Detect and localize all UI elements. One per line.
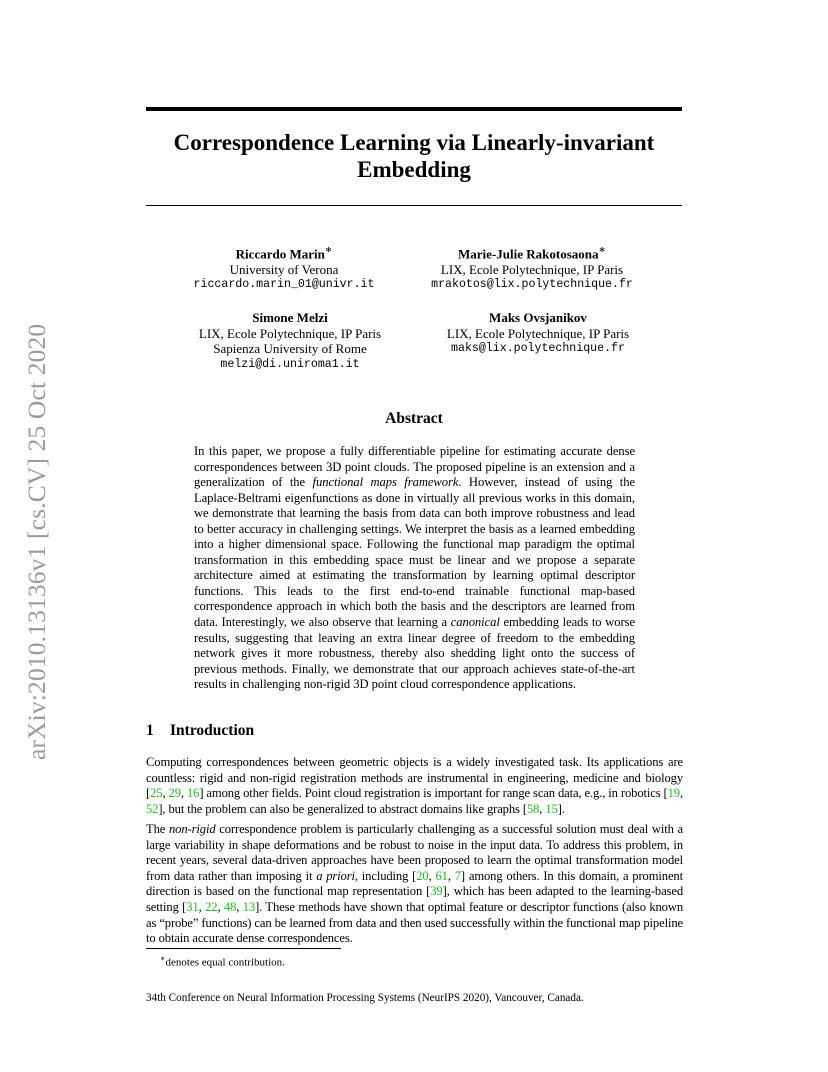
- citation-link[interactable]: 20: [416, 868, 429, 883]
- section-heading-introduction: [146, 722, 682, 740]
- citation-link[interactable]: 19: [667, 786, 680, 801]
- section-title: Introduction: [170, 722, 255, 739]
- citation-link[interactable]: 31: [186, 899, 199, 914]
- citation-link[interactable]: 29: [168, 786, 181, 801]
- author-name: Marie-Julie Rakotosaona∗: [458, 244, 606, 262]
- author-affiliation: LIX, Ecole Polytechnique, IP Paris: [198, 325, 382, 341]
- author-affiliation: LIX, Ecole Polytechnique, IP Paris: [440, 261, 624, 277]
- citation-link[interactable]: 48: [223, 899, 237, 914]
- citation-link[interactable]: 22: [205, 899, 218, 914]
- citation-link[interactable]: 58: [526, 801, 540, 816]
- author-affiliation: University of Verona: [229, 261, 339, 277]
- paper-title: [146, 129, 682, 183]
- footnote: [160, 952, 285, 970]
- citation-link[interactable]: 52: [146, 801, 159, 816]
- author-affiliation: LIX, Ecole Polytechnique, IP Paris: [446, 325, 630, 341]
- section-number: 1: [146, 722, 154, 739]
- title-top-rule: [146, 107, 682, 111]
- title-line-2: Embedding: [357, 157, 471, 182]
- author-affiliation: Sapienza University of Rome: [213, 341, 367, 356]
- conference-footer: 34th Conference on Neural Information Processing Systems (NeurIPS 2020), Vancouver, Canada.: [146, 992, 584, 1004]
- author-email[interactable]: melzi@di.uniroma1.it: [220, 357, 360, 371]
- footnote-mark: ∗: [160, 954, 166, 963]
- citation-link[interactable]: 7: [454, 868, 461, 883]
- author-block-ovsjanikov: [388, 310, 688, 357]
- intro-paragraph-2: The non-rigid correspondence problem is particularly challenging as a successful solution must deal with a large variability in shape deformations and be robust to noise in the input data. To address this problem, in recent years, several data-driven approaches have been proposed to learn the optimal transformation model from data rather than imposing it a priori, including [20, 61, 7] among others. In this domain, a prominent direction is based on the functional map representation [39], which has been adapted to the learning-based setting [31, 22, 48, 13]. These methods have shown that optimal feature or descriptor functions (also known as “probe” functions) can be learned from data and then used successfully within the functional map pipeline to obtain accurate dense correspondences.: [146, 822, 684, 946]
- author-name: Maks Ovsjanikov: [489, 310, 587, 325]
- author-email[interactable]: maks@lix.polytechnique.fr: [451, 342, 625, 355]
- intro-paragraph-1: Computing correspondences between geometric objects is a widely investigated task. Its applications are countless: rigid and non-rigid registration methods are instrumental in engineering, medicine and biology [25, 29, 16] among other fields. Point cloud registration is important for range scan data, e.g., in robotics [19, 52], but the problem can also be generalized to abstract domains like graphs [58, 15].: [146, 755, 684, 816]
- citation-link[interactable]: 15: [545, 801, 558, 816]
- author-email[interactable]: riccardo.marin_01@univr.it: [193, 278, 375, 292]
- citation-link[interactable]: 61: [435, 868, 448, 883]
- citation-link[interactable]: 25: [150, 786, 163, 801]
- abstract-text: In this paper, we propose a fully differentiable pipeline for estimating accurate dense correspondences between 3D point clouds. The proposed pipeline is an extension and a generalization of the functional maps framework. However, instead of using the Laplace-Beltrami eigenfunctions as done in virtually all previous works in this domain, we demonstrate that learning the basis from data can both improve robustness and lead to better accuracy in challenging settings. We interpret the basis as a learned embedding into a higher dimensional space. Following the functional map paradigm the optimal transformation in this embedding space must be linear and we propose a separate architecture aimed at estimating the transformation by learning optimal descriptor functions. This leads to the first end-to-end trainable functional map-based correspondence approach in which both the basis and the descriptors are learned from data. Interestingly, we also observe that learning a canonical embedding leads to worse results, suggesting that leaving an extra linear degree of freedom to the embedding network gives it more robustness, thereby also shedding light onto the success of previous methods. Finally, we demonstrate that our approach achieves state-of-the-art results in challenging non-rigid 3D point cloud correspondence applications.: [194, 444, 635, 692]
- title-line-1: Correspondence Learning via Linearly-invariant: [173, 130, 655, 155]
- author-block-rakotosaona: [382, 243, 682, 293]
- citation-link[interactable]: 13: [242, 899, 256, 914]
- arxiv-watermark: [24, 286, 50, 760]
- citation-link[interactable]: 16: [186, 786, 200, 801]
- author-name: Riccardo Marin∗: [235, 244, 333, 262]
- footnote-rule: [146, 948, 341, 949]
- arxiv-identifier: arXiv:2010.13136v1 [cs.CV] 25 Oct 2020: [22, 323, 51, 760]
- title-bottom-rule: [146, 205, 682, 206]
- author-name: Simone Melzi: [252, 310, 328, 325]
- footnote-text: denotes equal contribution.: [165, 956, 285, 969]
- abstract-heading: Abstract: [385, 410, 443, 427]
- author-email[interactable]: mrakotos@lix.polytechnique.fr: [431, 278, 633, 292]
- citation-link[interactable]: 39: [430, 884, 443, 899]
